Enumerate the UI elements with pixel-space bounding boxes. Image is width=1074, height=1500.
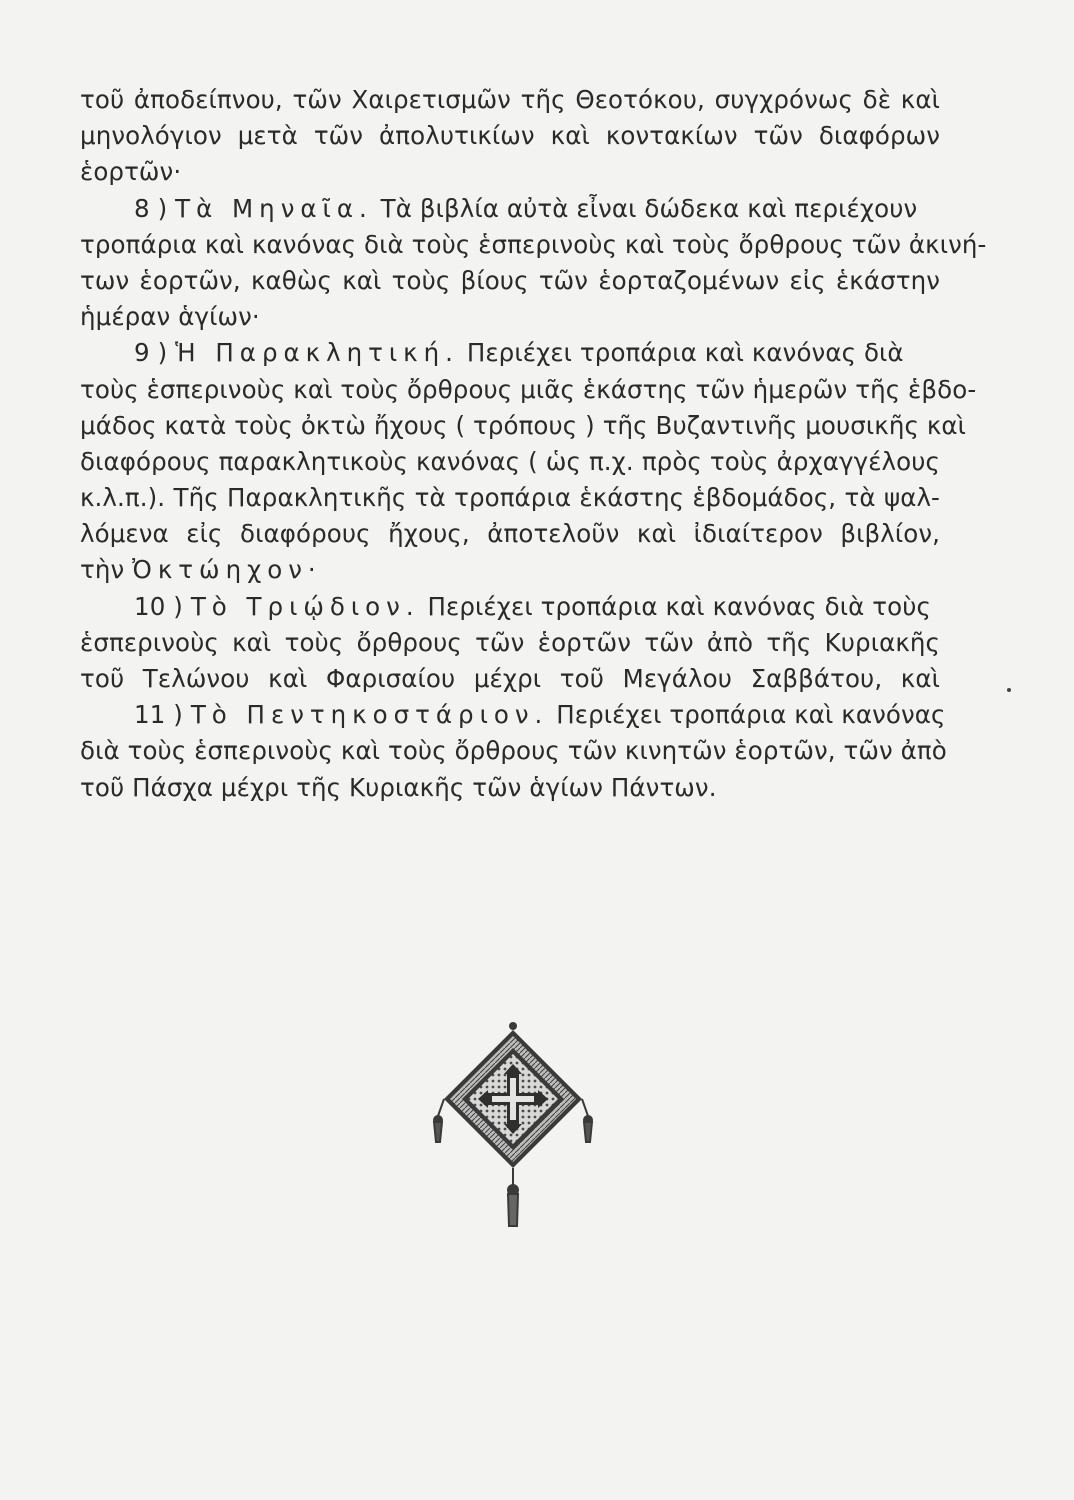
item-9-first-line: [80, 335, 940, 371]
item-10-number: 10 ): [134, 591, 183, 621]
item-8-line-2: τροπάρια καὶ κανόνας διὰ τοὺς ἑσπερινοὺς καὶ τοὺς ὄρθρους τῶν ἀκινή-: [80, 229, 987, 259]
page-body-text: [80, 82, 987, 806]
item-9-first-text: Περιέχει τροπάρια καὶ κανόνας διὰ: [466, 338, 904, 368]
item-9-line-3: μάδος κατὰ τοὺς ὀκτὼ ἤχους ( τρόπους ) τῆς Βυζαντινῆς μουσικῆς καὶ: [80, 410, 967, 440]
item-9-last-prefix: τὴν: [80, 555, 125, 585]
item-8-line-3: των ἑορτῶν, καθὼς καὶ τοὺς βίους τῶν ἑορταζομένων εἰς ἑκάστην: [80, 265, 940, 295]
item-11-line-2: διὰ τοὺς ἑσπερινοὺς καὶ τοὺς ὄρθρους τῶν κινητῶν ἑορτῶν, τῶν ἀπὸ: [80, 736, 947, 766]
item-11-first-text: Περιέχει τροπάρια καὶ κανόνας: [556, 700, 946, 730]
item-11-first-line: [80, 697, 946, 733]
item-11-number: 11 ): [134, 700, 183, 730]
item-9-line-6: λόμενα εἰς διαφόρους ἤχους, ἀποτελοῦν καὶ ἰδιαίτερον βιβλίον,: [80, 519, 940, 549]
item-10-title: Τὸ Τριῴδιον.: [190, 591, 420, 621]
epigonation-cross-icon: [430, 1018, 596, 1234]
item-10-first-line: [80, 589, 940, 625]
stray-dot: [1007, 688, 1011, 692]
item-9-title: Ἡ Παρακλητική.: [175, 338, 459, 368]
item-10-line-2: ἑσπερινοὺς καὶ τοὺς ὄρθρους τῶν ἑορτῶν τῶν ἀπὸ τῆς Κυριακῆς: [80, 627, 940, 657]
item-8-number: 8 ): [134, 193, 168, 223]
item-9-line-4: διαφόρους παρακλητικοὺς κανόνας ( ὡς π.χ. πρὸς τοὺς ἀρχαγγέλους: [80, 446, 940, 476]
item-10-first-text: Περιέχει τροπάρια καὶ κανόνας διὰ τοὺς: [427, 591, 931, 621]
item-8-first-line: [80, 191, 940, 227]
intro-line-3: ἑορτῶν·: [80, 157, 182, 187]
item-11-last-line: τοῦ Πάσχα μέχρι τῆς Κυριακῆς τῶν ἁγίων Πάντων.: [80, 772, 717, 802]
item-9-line-5: κ.λ.π.). Τῆς Παρακλητικῆς τὰ τροπάρια ἑκάστης ἑβδομάδος, τὰ ψαλ-: [80, 483, 940, 513]
item-11-title: Τὸ Πεντηκοστάριον.: [190, 700, 549, 730]
item-8-first-text: Τὰ βιβλία αὐτὰ εἶναι δώδεκα καὶ περιέχουν: [380, 193, 918, 223]
item-9-last-title: Ὀκτώηχον·: [132, 555, 322, 585]
item-8-line-4: ἡμέραν ἁγίων·: [80, 302, 260, 332]
item-10-line-3: τοῦ Τελώνου καὶ Φαρισαίου μέχρι τοῦ Μεγάλου Σαββάτου, καὶ: [80, 664, 940, 693]
item-8-title: Τὰ Μηναῖα.: [175, 193, 373, 223]
intro-line-1: τοῦ ἀποδείπνου, τῶν Χαιρετισμῶν τῆς Θεοτόκου, συγχρόνως δὲ καὶ: [80, 85, 940, 114]
item-9-last-line: [80, 552, 940, 588]
item-9-number: 9 ): [134, 338, 168, 368]
intro-line-2: μηνολόγιον μετὰ τῶν ἀπολυτικίων καὶ κοντακίων τῶν διαφόρων: [80, 121, 940, 151]
item-9-line-2: τοὺς ἑσπερινοὺς καὶ τοὺς ὄρθρους μιᾶς ἑκάστης τῶν ἡμερῶν τῆς ἑβδο-: [80, 374, 977, 404]
